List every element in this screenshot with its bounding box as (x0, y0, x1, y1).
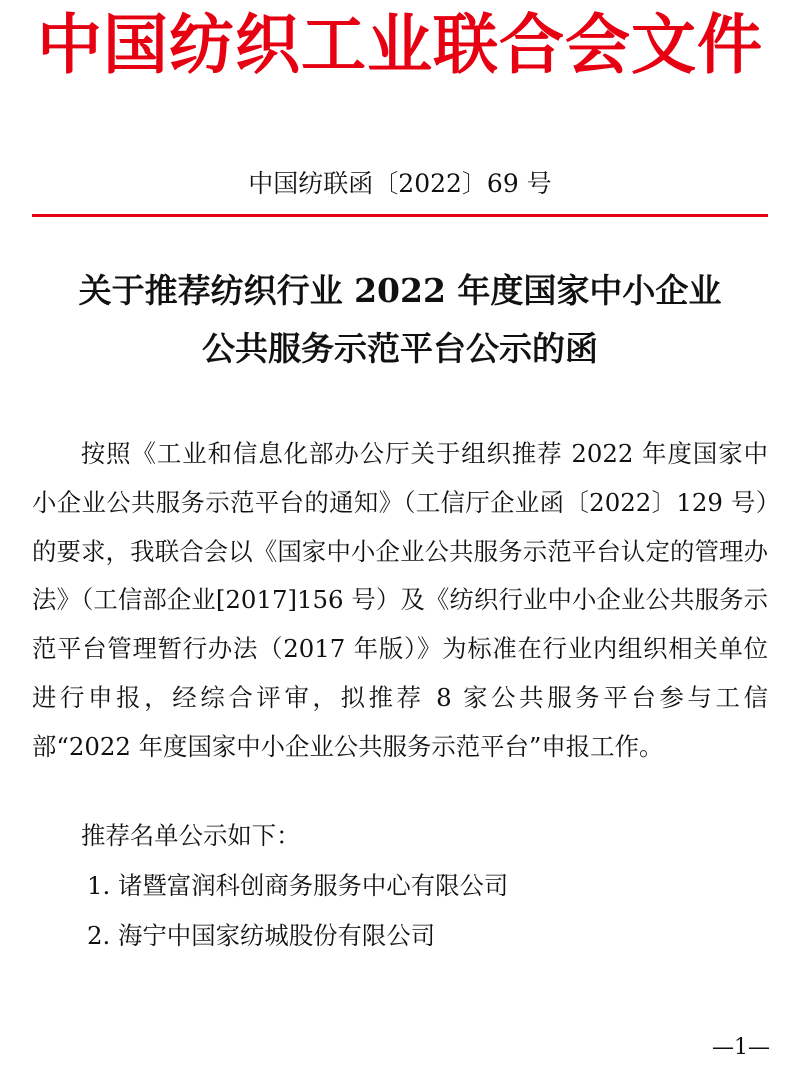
list-intro: 推荐名单公示如下： (81, 821, 301, 850)
red-divider-line (32, 214, 768, 217)
document-title-line-2: 公共服务示范平台公示的函 (202, 329, 598, 368)
document-title-line-1: 关于推荐纺织行业 2022 年度国家中小企业 (78, 271, 722, 310)
org-header-title: 中国纺织工业联合会文件 (36, 7, 763, 83)
body-paragraph: 按照《工业和信息化部办公厅关于组织推荐 2022 年度国家中小企业公共服务示范平台的通知》（工信厅企业函〔2022〕129 号）的要求，我联合会以《国家中小企业公共服务示范平台认定的管理办法》（工信部企业[2017]156 号）及《纺织行业中小企业公共服务示范平台管理暂行办法（2017 年版）》为标准在行业内组织相关单位进行申报，经综合评审，拟推荐 8 家公共服务平台参与工信部“2022 年度国家中小企业公共服务示范平台”申报工作。 (32, 439, 768, 761)
page-number: —1— (712, 1035, 770, 1060)
list-item: 1. 诸暨富润科创商务服务中心有限公司 (87, 871, 509, 900)
document-number: 中国纺联函〔2022〕69 号 (248, 169, 552, 198)
list-item: 2. 海宁中国家纺城股份有限公司 (87, 921, 436, 950)
